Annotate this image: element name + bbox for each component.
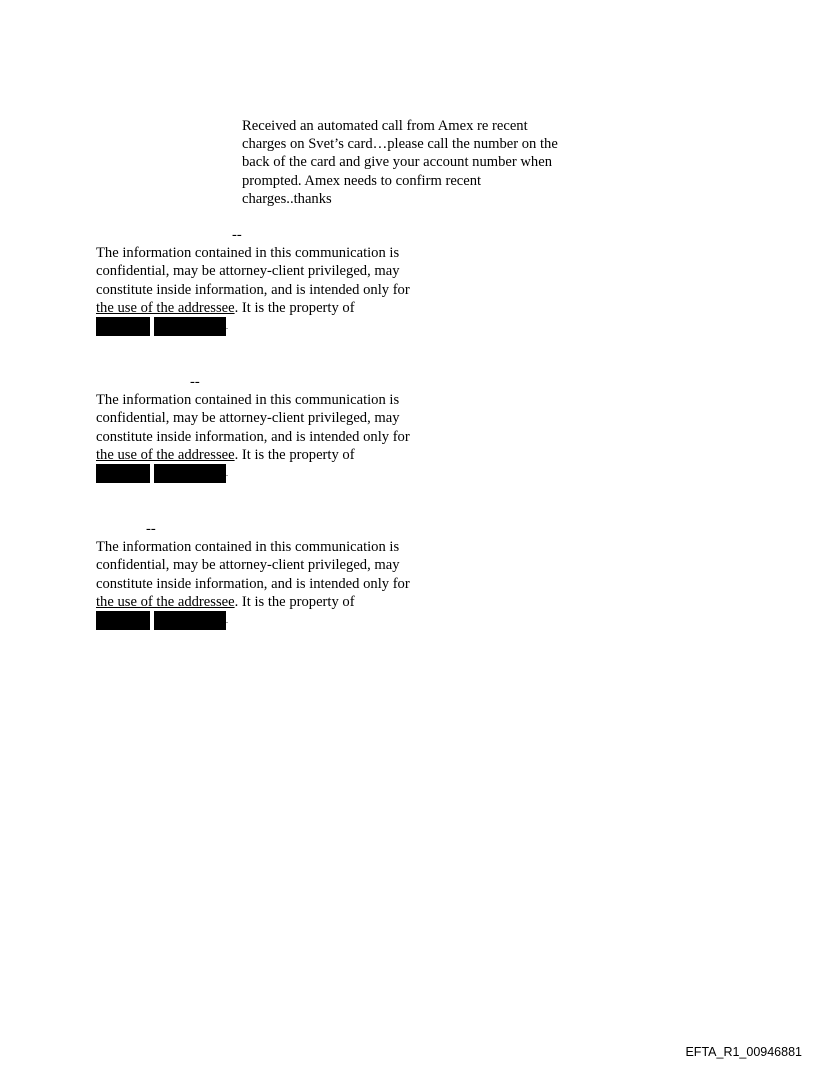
redaction-box [96, 464, 150, 483]
redaction-row [96, 317, 476, 337]
notice-line: constitute inside information, and is intended only for [96, 428, 410, 445]
confidentiality-notice-2 [96, 373, 476, 484]
notice-period: . [226, 469, 228, 479]
notice-line-rest: . It is the property of [234, 299, 355, 316]
notice-line-last [96, 299, 476, 317]
confidentiality-notice-3 [96, 520, 476, 631]
redaction-box [154, 317, 226, 336]
signature-separator: -- [232, 227, 242, 243]
message-line: charges on Svet’s card…please call the number on the [242, 136, 558, 153]
message-line: Received an automated call from Amex re recent [242, 118, 528, 134]
signature-separator: -- [190, 374, 200, 390]
redaction-box [96, 611, 150, 630]
notice-line-rest: . It is the property of [234, 593, 355, 610]
notice-line: The information contained in this communication is [96, 392, 400, 409]
signature-separator: -- [146, 521, 156, 537]
message-line: prompted. Amex needs to confirm recent [242, 172, 482, 189]
notice-line-last [96, 446, 476, 464]
redaction-row [96, 611, 476, 631]
underlined-text: the use of the addressee [96, 446, 235, 463]
underlined-text: the use of the addressee [96, 299, 235, 316]
underlined-text: the use of the addressee [96, 593, 235, 610]
notice-line: constitute inside information, and is intended only for [96, 575, 410, 592]
document-id: EFTA_R1_00946881 [685, 1045, 802, 1059]
notice-line: confidential, may be attorney-client privileged, may [96, 410, 400, 427]
message-line: back of the card and give your account number when [242, 154, 552, 171]
redaction-row [96, 464, 476, 484]
message-line: charges..thanks [242, 190, 332, 207]
notice-period: . [226, 616, 228, 626]
notice-line-last [96, 593, 476, 611]
email-message-body [242, 117, 602, 208]
confidentiality-notice-1 [96, 226, 476, 337]
notice-line: The information contained in this communication is [96, 245, 400, 262]
notice-period: . [226, 322, 228, 332]
redaction-box [96, 317, 150, 336]
notice-line: confidential, may be attorney-client privileged, may [96, 557, 400, 574]
redaction-box [154, 464, 226, 483]
notice-line: The information contained in this communication is [96, 539, 400, 556]
notice-line-rest: . It is the property of [234, 446, 355, 463]
notice-line: confidential, may be attorney-client privileged, may [96, 263, 400, 280]
redaction-box [154, 611, 226, 630]
notice-line: constitute inside information, and is intended only for [96, 281, 410, 298]
